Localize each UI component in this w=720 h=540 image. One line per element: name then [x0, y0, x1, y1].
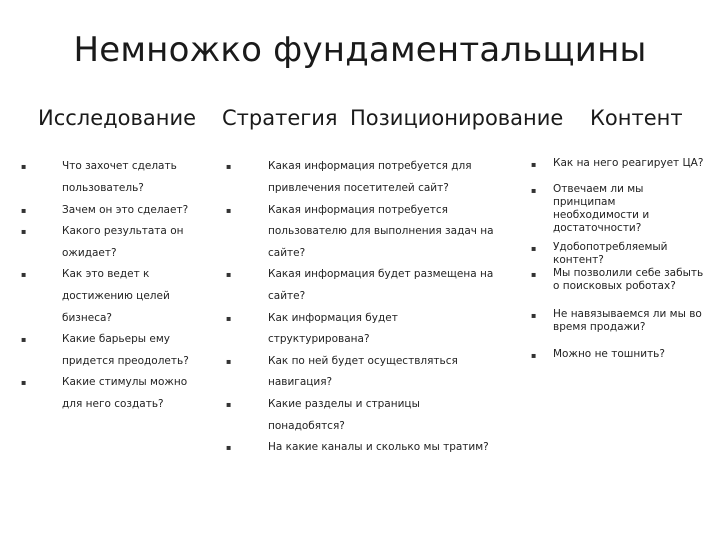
list-item-continuation: пользователю для выполнения задач на: [268, 225, 494, 237]
bullet-icon: ▪: [21, 378, 27, 387]
bullet-icon: ▪: [531, 311, 537, 320]
list-item-continuation: ожидает?: [62, 247, 117, 259]
bullet-icon: ▪: [226, 400, 232, 409]
bullet-icon: ▪: [226, 162, 232, 171]
list-item: Какая информация будет размещена на: [268, 268, 494, 280]
column-heading-research: Исследование: [38, 106, 197, 130]
list-item-continuation: понадобятся?: [268, 420, 345, 432]
list-item-continuation: привлечения посетителей сайт?: [268, 182, 449, 194]
list-item: Какая информация потребуется для: [268, 160, 472, 172]
list-item: Мы позволили себе забыть о поисковых роботах?: [553, 267, 704, 292]
column-heading-content: Контент: [590, 106, 683, 130]
bullet-icon: ▪: [531, 186, 537, 195]
list-item: Как на него реагирует ЦА?: [553, 157, 704, 169]
bullet-icon: ▪: [226, 206, 232, 215]
list-item: Какая информация потребуется: [268, 204, 448, 216]
list-item: Какого результата он: [62, 225, 184, 237]
list-item: Отвечаем ли мы принципам необходимости и достаточности?: [553, 183, 650, 234]
column-heading-positioning: Позиционирование: [350, 106, 564, 130]
list-item-continuation: сайте?: [268, 290, 306, 302]
bullet-icon: ▪: [21, 162, 27, 171]
bullet-icon: ▪: [531, 160, 537, 169]
list-item-continuation: для него создать?: [62, 398, 164, 410]
list-item: Можно не тошнить?: [553, 348, 665, 360]
bullet-icon: ▪: [21, 270, 27, 279]
list-item: На какие каналы и сколько мы тратим?: [268, 441, 489, 453]
bullet-icon: ▪: [21, 206, 27, 215]
list-item: Как по ней будет осуществляться: [268, 355, 458, 367]
bullet-icon: ▪: [226, 314, 232, 323]
list-item: Какие барьеры ему: [62, 333, 170, 345]
list-item-continuation: сайте?: [268, 247, 306, 259]
bullet-icon: ▪: [531, 244, 537, 253]
bullet-icon: ▪: [531, 351, 537, 360]
bullet-icon: ▪: [226, 270, 232, 279]
list-item: Не навязываемся ли мы во время продажи?: [553, 308, 702, 333]
bullet-icon: ▪: [21, 227, 27, 236]
list-item-continuation: структурирована?: [268, 333, 370, 345]
list-item: Как это ведет к: [62, 268, 150, 280]
bullet-icon: ▪: [21, 335, 27, 344]
list-item: Какие разделы и страницы: [268, 398, 420, 410]
list-item: Что захочет сделать: [62, 160, 177, 172]
list-item-continuation: достижению целей: [62, 290, 170, 302]
list-item-continuation: придется преодолеть?: [62, 355, 189, 367]
column-heading-strategy: Стратегия: [222, 106, 338, 130]
bullet-icon: ▪: [531, 270, 537, 279]
list-item-continuation: бизнеса?: [62, 312, 112, 324]
list-item: Удобопотребляемый контент?: [553, 241, 668, 266]
list-item: Как информация будет: [268, 312, 398, 324]
list-item-continuation: навигация?: [268, 376, 333, 388]
list-item: Зачем он это сделает?: [62, 204, 189, 216]
list-item-continuation: пользователь?: [62, 182, 144, 194]
bullet-icon: ▪: [226, 443, 232, 452]
page-title: Немножко фундаментальщины: [73, 30, 647, 70]
list-item: Какие стимулы можно: [62, 376, 188, 388]
bullet-icon: ▪: [226, 357, 232, 366]
